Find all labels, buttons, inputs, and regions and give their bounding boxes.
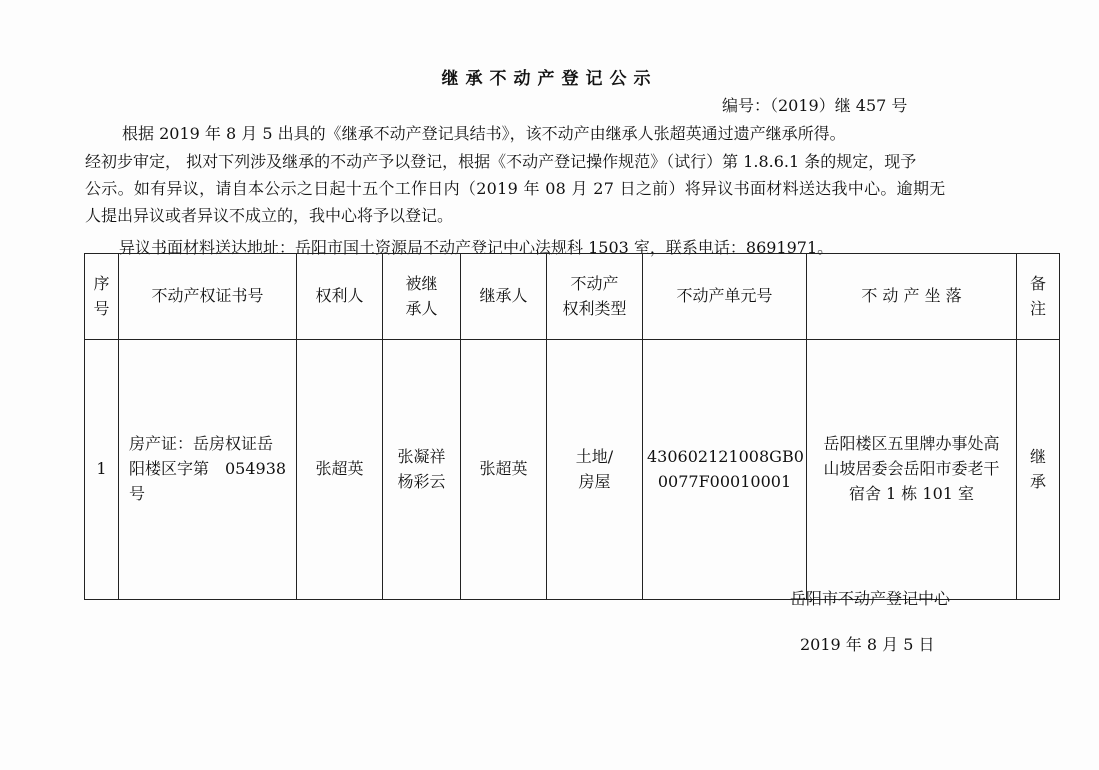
notice-paragraph-line-4: 人提出异议或者异议不成立的，我中心将予以登记。 [85, 206, 454, 225]
cell-decedent-line: 杨彩云 [397, 471, 446, 491]
signature-date: 2019 年 8 月 5 日 [800, 635, 935, 654]
header-cert: 不动产权证书号 [119, 254, 297, 340]
header-unit-no: 不动产单元号 [643, 254, 807, 340]
header-right-type-line: 不动产 [570, 273, 619, 293]
header-decedent [383, 254, 461, 340]
cell-location-line: 宿舍 1 栋 101 室 [848, 483, 975, 503]
header-decedent-line: 被继 [405, 273, 438, 293]
cell-unit-no [643, 340, 807, 600]
cell-seq: 1 [85, 340, 119, 600]
cell-right-type-line: 房屋 [578, 471, 611, 491]
notice-paragraph-line-2: 经初步审定， 拟对下列涉及继承的不动产予以登记，根据《不动产登记操作规范》（试行）第 1.8.6.1 条的规定，现予 [85, 152, 917, 171]
cell-location-line: 山坡居委会岳阳市委老干 [823, 459, 1000, 479]
cell-note-line: 继 [1029, 446, 1046, 466]
table-row [85, 340, 1060, 600]
cell-cert-line: 号 [129, 483, 146, 503]
cell-right-type-line: 土地/ [575, 446, 614, 466]
cell-note [1017, 340, 1060, 600]
header-seq-line: 号 [93, 298, 110, 318]
cell-cert [119, 340, 297, 600]
cell-location [807, 340, 1017, 600]
header-right-type [547, 254, 643, 340]
cell-unit-no-line: 0077F00010001 [657, 471, 792, 491]
cell-cert-line: 阳楼区字第 054938 [129, 459, 287, 479]
header-decedent-line: 承人 [405, 298, 438, 318]
header-location: 不 动 产 坐 落 [807, 254, 1017, 340]
signature-organization: 岳阳市不动产登记中心 [790, 589, 951, 608]
header-seq-line: 序 [93, 273, 110, 293]
document-number: 编号：（2019）继 457 号 [722, 96, 908, 115]
header-note-line: 备 [1029, 273, 1046, 293]
header-seq [85, 254, 119, 340]
cell-decedent-line: 张凝祥 [397, 446, 446, 466]
cell-cert-line: 房产证：岳房权证岳 [129, 434, 274, 454]
document-title: 继承不动产登记公示 [441, 69, 658, 89]
header-holder: 权利人 [297, 254, 383, 340]
cell-holder: 张超英 [297, 340, 383, 600]
cell-decedent [383, 340, 461, 600]
notice-paragraph-line-3: 公示。如有异议，请自本公示之日起十五个工作日内（2019 年 08 月 27 日之前）将异议书面材料送达我中心。逾期无 [85, 179, 946, 198]
cell-note-line: 承 [1029, 471, 1046, 491]
table-header-row [85, 254, 1060, 340]
header-right-type-line: 权利类型 [562, 298, 627, 318]
header-note-line: 注 [1029, 298, 1046, 318]
cell-unit-no-line: 430602121008GB0 [647, 446, 804, 466]
cell-right-type [547, 340, 643, 600]
header-heir: 继承人 [461, 254, 547, 340]
notice-paragraph-line-1: 根据 2019 年 8 月 5 出具的《继承不动产登记具结书》，该不动产由继承人张超英通过遗产继承所得。 [122, 124, 846, 143]
cell-location-line: 岳阳楼区五里牌办事处高 [823, 434, 1000, 454]
objection-address-paragraph: 异议书面材料送达地址：岳阳市国土资源局不动产登记中心法规科 1503 室，联系电话：8691971。 [119, 238, 834, 257]
cell-heir: 张超英 [461, 340, 547, 600]
registration-table [84, 253, 1060, 600]
header-note [1017, 254, 1060, 340]
